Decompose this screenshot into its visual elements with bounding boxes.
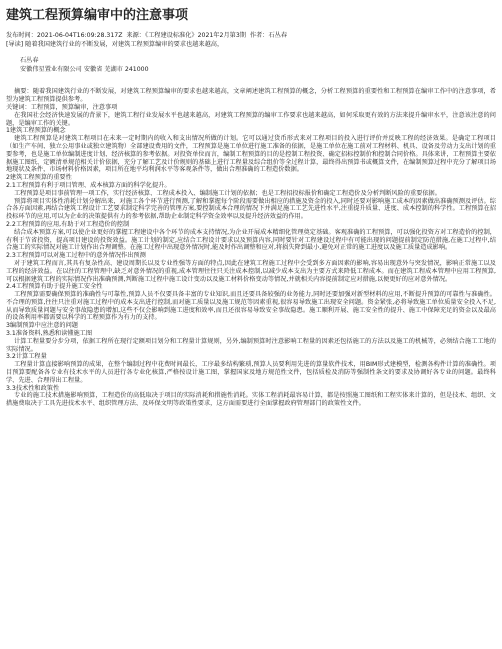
subsection-heading: 3.2计算工程量 — [6, 353, 47, 361]
subsection-heading: 2.3工程预算可以对施工过程中的意外情况作出预测 — [6, 252, 146, 260]
body-paragraph: 预算将项目实体性消耗计划分解出来，对施工各个环节进行预测,了解和掌握每个阶段需要做出相应的措施及资金的投入,同时还要对影响施工成本的因素做出准确预测及评估。综合各方面因素,再结合建筑工程设计工艺要求制定科学完善的管理方案,要控制成本合理的情况下并满足施工工艺先进性水平,注重提升质量、进度、成本控制的科学性。工程预算在招投标环节的应用,可以为企业的决策提供有力的参考依据,帮助企业制定科学资金效率以及提升经济效益的作用。 — [6, 197, 496, 221]
article-meta — [6, 32, 496, 41]
author: 作者：石丛春 — [249, 32, 288, 39]
subsection-heading: 2.1工程预算有利于项目管理、成本核算方面的科学化提升。 — [6, 181, 171, 189]
body-paragraph: 对于建筑工程而言,其具有复杂性高、建设周期长以及专业性强等方面的特点,因此在建筑工程施工过程中会受到多方面因素的影响,容易出现意外与突发情况，影响正常施工以及工程的经济效益。在以往的工程管理中,缺乏对意外情况的重视,成本管理往往只关注成本控制,以减少成本支出为主要方式来降低工程成本。而在建筑工程成本管理中应用工程预算,可以根据建筑工程的实际情况作出准确预测,判断施工过程中施工设计变动以及施工材料价格变动等情况,并就相关内容提前制定应对措施,以便更好的应对意外情况。 — [6, 259, 496, 283]
subsection-heading: 2.4工程预算有助于提升施工安全性 — [6, 283, 103, 291]
body-paragraph: 建筑工程预算是对建筑工程项目在未来一定时期内的收入和支出情况所做的计划。它可以通过货币形式来对工程项目的投入进行评价并反映工程的经济效果。是确定工程项目（如生产车间、独立公用事业或独立建筑物）全部建设费用的文件，工程预算是施工单位进行施工准备的依据，是施工单位在施工前对工程材料、机具、设备及劳动力支出计划的重要参考，也是施工单位编制进度计划、经济核算的参考依据。对投资单位而言，编制工程预算的目的是控制工程投资、确定招标控制价和控制合同价格。具体来讲，工程预算主要依据施工图纸、定额清单规范相关计价依据，充分了解工艺及计价规则的基础上进行工程量及综合组价等全过程计算，最终得出预算书或概算文件，在编制预算过程中充分了解项目场地现状及条件，市场材料价格因素，项目所在地平均利润水平等客观条件等，做出合理准确的工程造价数据。 — [6, 135, 496, 174]
keywords: 关键词：工程预算，预算编审，注意事项 — [6, 103, 118, 111]
lead-text: [导读] 随着我国建筑行业的不断发展，对建筑工程预算编审的要求也越来越高， — [6, 40, 224, 48]
body-paragraph: 工程量计算直接影响预算的成果，在整个编制过程中花费时间最长，工序最多结构繁琐,预算人员要利用先进的算量软件技术，用BIM形式建模型，检测各构件计算的准确性。项目预算要配备各专业有技术水平的人员进行各专业化核算,严格按设计施工图，掌握国家及地方规范性文件，包括质检及消防等强制性条文的要求及协调好各专业的问题。最终科学、先进、合理得出工程量。 — [6, 361, 496, 384]
abstract: 摘要：随着我国建筑行业的不断发展，对建筑工程预算编审的要求也越来越高，文章阐述建筑工程预算的概念，分析工程预算的重要性和工程预算在编审工作中的注意事项，希望为建筑工程预算提供参考。 — [6, 88, 496, 104]
body-paragraph: 专业的施工技术措施影响预算，工程造价的高低取决于项目的实际消耗和措施性消耗。实体工程消耗最容易计算，都是按照施工图纸和工程实体来计算的，但是技术、组织、文措施费取决于工具先进技术水平、组织管理方法、及环保文明等政策性要求，这方面需要进行全面掌握政府管理部门的政策性文件。 — [6, 392, 496, 408]
page-title: 建筑工程预算编审中的注意事项 — [6, 8, 189, 23]
subsection-heading: 3.3技术性和政策性 — [6, 384, 60, 392]
source: 来源：《工程建设标准化》2021年2月第3期 — [126, 32, 246, 39]
subsection-heading: 2.2工程预算的应用,有助于对工程造价的控制 — [6, 220, 130, 228]
author-affiliation: 安徽伟星置业有限公司 安徽省 芜湖市 241000 — [20, 65, 149, 73]
section-heading: 2建筑工程预算的重要性 — [6, 174, 72, 182]
body-paragraph: 计算工程量要分步分项，依据工程所在现行定额项目划分和工程量计算规则，另外,编制预算时注意影响工程量的因素还包括施工的方法以及施工的机械等，必须结合施工工地的实际情况。 — [6, 337, 496, 353]
body-paragraph: 工程预算需要确保预算的准确性与可靠性,预算人员不仅要具备丰富的专业知识,而且还要具备较强的业务能力,同时还要加强对新型材料的应用,不断提升预算的可靠性与准确性。不合理的预算,往往只注重对施工过程中的成本支出进行控制,而对施工质量以及施工规范等因素重视,很容易导致施工出现安全问题。资金紧张,必将导致施工单位质量安全投入不足,从而导致质量问题与安全事故隐患的增加,这些不仅会影响到施工进度和效率,而且还很容易导致安全事故隐患。施工顺利开展、施工安全性的提升、施工中保障充足的资金以及最高的设备利用率都需要以科学的工程预算作为有力的支持。 — [6, 291, 496, 322]
section-heading: 3编制预算中应注意的问题 — [6, 322, 78, 330]
intro-paragraph: 在我国社会经济快速发展的背景下，建筑工程行业发展水平也越来越高，对建筑工程预算的编审工作要求也越来越高，如何采取更有效的方法来提升编审水平，注意该注意的问题，是编审工作的关键。 — [6, 111, 496, 127]
publish-time: 发布时间：2021-06-04T16:09:28.317Z — [6, 32, 123, 39]
author-name: 石丛春 — [20, 57, 39, 65]
article-body — [6, 88, 496, 408]
body-paragraph: 工程预算是项目事前管理一项工作，实行经济核算、工程成本投入、编制施工计划的依据；也是工程招投标报价和确定工程造价及分析判断风险的重要依据。 — [14, 189, 441, 197]
subsection-heading: 3.1准备资料,熟悉和读懂施工图 — [6, 330, 93, 338]
section-heading: 1建筑工程预算的概念 — [6, 127, 66, 135]
author-block — [6, 57, 496, 74]
body-paragraph: 结合成本预算方案,可以使企业更好的掌握工程建设中各个环节的成本支持情况,为企业开展成本精细化管理奠定基础。客观准确的工程预算，可以强化投资方对工程造价的控制，有利于节省投资，提高项目建设的投资效益。施工计划的制定,应结合工程设计要求以及预算内容,同时要针对工程建设过程中有可能出现的问题提前制定防范措施,在施工过程中,结合施工的实际情况对施工计划作出合理调整。在施工过程中出现意外情况时,能及时作出调整和应对,将损失降到最小,避免对正常的施工进度以及施工质量造成影响。 — [6, 228, 496, 252]
